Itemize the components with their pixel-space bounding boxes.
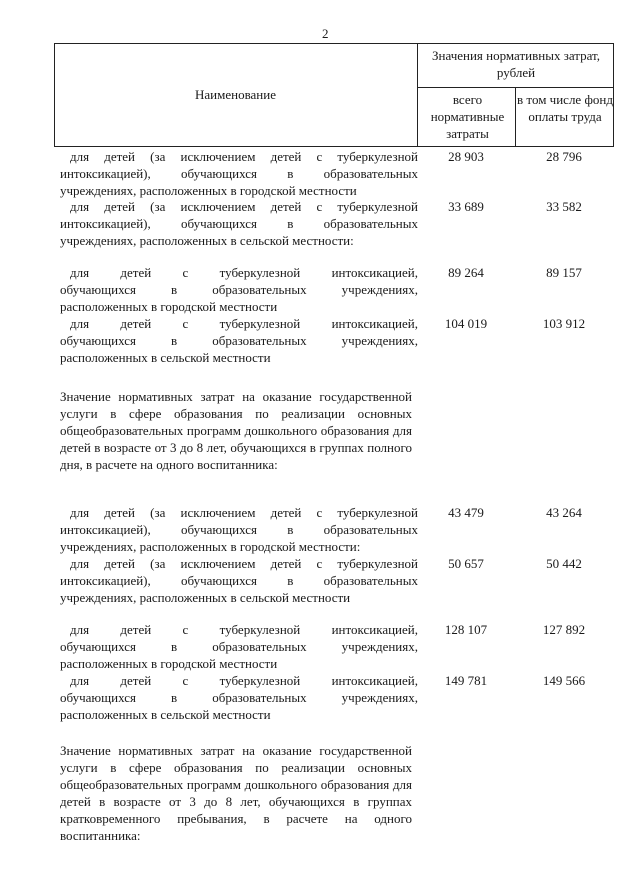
row-text-line: учреждениях, расположенных в городской местности: [60, 539, 361, 554]
cell-total: 128 107 [444, 622, 488, 637]
header-col-total: всего нормативные затраты [430, 92, 505, 141]
table-row [60, 672, 418, 723]
page-number: 2 [322, 26, 329, 41]
row-text-line: расположенных в сельской местности [60, 707, 271, 722]
row-text-line: расположенных в городской местности [60, 656, 278, 671]
header-name: Наименование [195, 87, 276, 102]
table-row [60, 621, 418, 672]
table-row [60, 555, 418, 606]
row-text-line: для детей (за исключением детей с туберкулезной [70, 556, 418, 571]
header-divider-vertical [417, 43, 418, 147]
row-text-line: расположенных в сельской местности [60, 350, 271, 365]
paragraph-short-stay: Значение нормативных затрат на оказание государственной услуги в сфере образования по реализации основных общеобразовательных программ дошкольного образования для детей в возрасте от 3 до 8 лет, обучающихся в группах кратковременного пребывания, в расчете на одного воспитанника: [60, 743, 412, 843]
cell-total: 28 903 [448, 149, 484, 164]
cell-total: 43 479 [448, 505, 484, 520]
cell-salary: 43 264 [546, 505, 582, 520]
header-group: Значения нормативных затрат, рублей [431, 48, 601, 80]
table-row [60, 315, 418, 366]
row-text-line: для детей (за исключением детей с туберкулезной [70, 149, 418, 164]
table-row [60, 198, 418, 249]
cell-salary: 127 892 [542, 622, 586, 637]
row-text-line: обучающихся в образовательных учреждениях, [60, 639, 418, 654]
cell-total: 89 264 [448, 265, 484, 280]
row-text-line: для детей с туберкулезной интоксикацией, [70, 316, 418, 331]
row-text-line: для детей с туберкулезной интоксикацией, [70, 622, 418, 637]
row-text-line: интоксикацией), обучающихся в образовательных [60, 216, 418, 231]
cell-salary: 89 157 [546, 265, 582, 280]
row-text-line: для детей с туберкулезной интоксикацией, [70, 673, 418, 688]
cell-total: 149 781 [444, 673, 488, 688]
table-row [60, 504, 418, 555]
cell-salary: 28 796 [546, 149, 582, 164]
cell-salary: 50 442 [546, 556, 582, 571]
header-col-salary: в том числе фонд оплаты труда [517, 92, 613, 124]
header-divider-horizontal [417, 87, 614, 88]
cell-salary: 103 912 [542, 316, 586, 331]
row-text-line: расположенных в городской местности [60, 299, 278, 314]
cell-salary: 33 582 [546, 199, 582, 214]
row-text-line: интоксикацией), обучающихся в образовательных [60, 522, 418, 537]
row-text-line: учреждениях, расположенных в городской местности [60, 183, 357, 198]
paragraph-full-day: Значение нормативных затрат на оказание государственной услуги в сфере образования по реализации основных общеобразовательных программ дошкольного образования для детей в возрасте от 3 до 8 лет, обучающихся в группах полного дня, в расчете на одного воспитанника: [60, 389, 412, 472]
table-row [60, 148, 418, 199]
row-text-line: интоксикацией), обучающихся в образовательных [60, 573, 418, 588]
row-text-line: обучающихся в образовательных учреждениях, [60, 690, 418, 705]
cell-salary: 149 566 [542, 673, 586, 688]
row-text-line: для детей (за исключением детей с туберкулезной [70, 505, 418, 520]
cell-total: 33 689 [448, 199, 484, 214]
row-text-line: для детей с туберкулезной интоксикацией, [70, 265, 418, 280]
row-text-line: интоксикацией), обучающихся в образовательных [60, 166, 418, 181]
table-row [60, 264, 418, 315]
row-text-line: учреждениях, расположенных в сельской местности [60, 590, 351, 605]
row-text-line: учреждениях, расположенных в сельской местности: [60, 233, 354, 248]
row-text-line: обучающихся в образовательных учреждениях, [60, 282, 418, 297]
row-text-line: обучающихся в образовательных учреждениях, [60, 333, 418, 348]
cell-total: 104 019 [444, 316, 488, 331]
row-text-line: для детей (за исключением детей с туберкулезной [70, 199, 418, 214]
cell-total: 50 657 [448, 556, 484, 571]
